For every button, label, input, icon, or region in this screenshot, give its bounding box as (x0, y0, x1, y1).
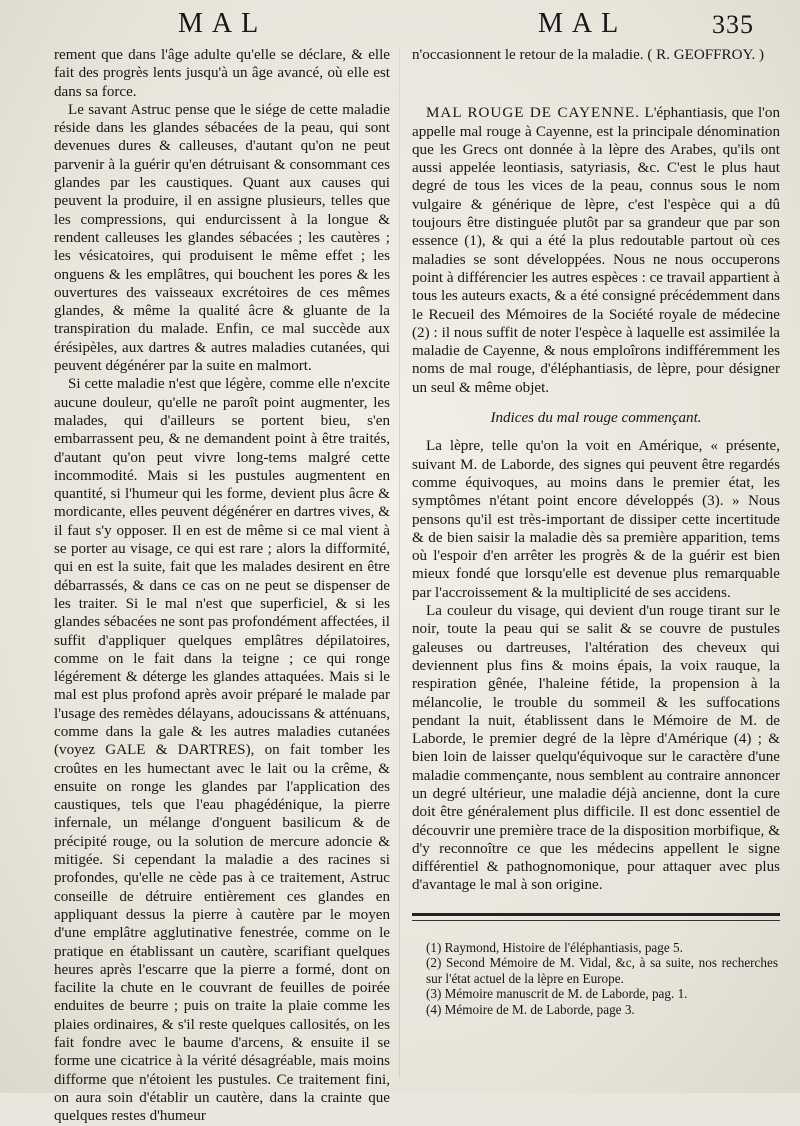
left-column (54, 46, 390, 1126)
header-right-title: MAL (538, 8, 628, 39)
right-continuation: n'occasionnent le retour de la maladie. ( R. GEOFFROY. ) (412, 47, 765, 63)
footnote: (3) Mémoire manuscrit de M. de Laborde, pag. 1. (426, 986, 688, 1002)
footnote: (4) Mémoire de M. de Laborde, page 3. (426, 1001, 635, 1017)
right-paragraph: La lèpre, telle qu'on la voit en Amérique, « présente, suivant M. de Laborde, des signes qui peuvent être regardés comme équivoques, au moins dans le premier état, les symptômes n'étant point encore développés (3). » Nous pensons qu'il est très-important de dissiper cette incertitude & de bien saisir la maladie dès sa première apparition, tems où l'espoir d'en arrêter les progrès & de la guérir est bien mieux fondé que lorsqu'elle est devenue plus remarquable par l'accroissement & la multiplicité de ses accidens. (412, 438, 780, 601)
entry-paragraph (412, 104, 780, 397)
entry-text: L'éphantiasis, que l'on appelle mal rouge à Cayenne, est la principale dénomination que les Grecs ont donnée à la lèpre des Arabes, qu'ils ont aussi appelée leontiasis, satyriasis, &c. C'est le plus haut degré de tous les vices de la peau, connus sous le nom vulgaire & générique de lèpre, c'est l'espèce qui a dû toujours être distinguée plutôt par sa grandeur que par son essence (1), & qui a été la plus redoutable partout où ces maladies se sont développées. Nous ne nous occuperons point à différencier les autres espèces : ce travail appartient à tous les auteurs exacts, & a été consigné précédemment dans le Recueil des Mémoires de la Société royale de médecine (2) : il nous suffit de noter l'espèce à laquelle est assimilée la maladie de Cayenne, & nous emploîrons indifféremment les noms de mal rouge, d'éléphantiasis, de lèpre, pour désigner un seul & même objet. (412, 105, 780, 396)
column-divider (399, 48, 400, 1078)
right-column (412, 46, 780, 895)
footnote: (1) Raymond, Histoire de l'éléphantiasis, page 5. (426, 940, 683, 955)
footnote: (2) Second Mémoire de M. Vidal, &c, à sa suite, nos recherches sur l'état actuel de la lèpre en Europe. (426, 955, 778, 986)
right-paragraph: La couleur du visage, qui devient d'un rouge tirant sur le noir, toute la peau qui se salit & se couvre de pustules galeuses ou dartreuses, l'altération des cheveux qui deviennent plus fins & moins épais, la voix rauque, la respiration gênée, l'haleine fétide, la propension à la mélancolie, le trouble du sommeil & les suffocations pendant la nuit, établissent dans le Mémoire de M. de Laborde, le premier degré de la lèpre d'Amérique (4) ; & bien loin de laisser quelqu'équivoque sur le caractère d'une maladie commençante, nous semblent au contraire annoncer un degré ultérieur, une maladie déjà ancienne, dont la cure doit être généralement plus difficile. Il est donc essentiel de découvrir une première trace de la disposition morbifique, & d'y reconnoître ce que les médecins appellent le signe différentiel & pathognomonique, pour attaquer avec plus d'avantage le mal à son origine. (412, 603, 780, 894)
entry-title: MAL ROUGE DE CAYENNE. (426, 105, 640, 122)
page-number: 335 (712, 10, 754, 39)
section-heading: Indices du mal rouge commençant. (490, 410, 702, 427)
left-paragraph: Le savant Astruc pense que le siége de cette maladie réside dans les glandes sébacées de la peau, qui sont devenues dures & calleuses, d'autant qu'on ne peut parvenir à la guérir qu'en détruisant & consommant ces glandes par les caustiques. Quant aux causes qui peuvent la produire, il en assigne plusieurs, telles que les compressions, qui endurcissent à la longue & rendent calleuses les glandes sébacées ; les cautères ; les vésicatoires, qui produisent le même effet ; les onguens & les emplâtres, qui bouchent les pores & les ouvertures des vaisseaux excrétoires de ces mêmes glandes, & même la qualité âcre & gluante de la transpiration du malade. Enfin, ce mal succède aux érésipèles, aux dartres & autres maladies cutanées, qui peuvent dégénérer par la suite en malmort. (54, 101, 390, 375)
running-header (0, 8, 800, 42)
header-left-title: MAL (178, 8, 268, 39)
left-paragraph: Si cette maladie n'est que légère, comme elle n'excite aucune douleur, qu'elle ne paroît point augmenter, les malades, qui d'ailleurs se portent bieu, s'en embarrassent peu, & ne demandent point à être traités, d'autant qu'on peut vivre long-tems malgré cette incommodité. Mais si les pustules augmentent en quantité, si l'humeur qui les forme, devient plus âcre & mordicante, elles peuvent dégénérer en dartres vives, & il faut s'y opposer. Il en est de même si ce mal vient à se porter au visage, ce qui est rare ; alors la difformité, qui en est la suite, fait que les malades desirent en être débarrassés, & dans ce cas on ne peut se dispenser de les traiter. Si le mal n'est que superficiel, & si les glandes sébacées ne sont pas profondément affectées, il suffit d'appliquer quelques emplâtres dépilatoires, comme on le fait dans la teigne ; ce qui ronge légérement & déterge les glandes attaquées. Mais si le mal est plus profond après avoir préparé le malade par l'usage des remèdes délayans, adoucissans & atténuans, comme dans la gale & les autres maladies cutanées (voyez GALE & DARTRES), on fait tomber les croûtes en les humectant avec le lait ou la crême, & ensuite on ronge les glandes par l'application des caustiques, tels que l'eau phagédénique, la pierre infernale, un mélange d'onguent basilicum & de précipité rouge, ou la solution de mercure adoncie & mitigée. Si cependant la maladie a des racines si profondes, qu'elle ne cède pas à ce traitement, Astruc conseille de détruire entièrement ces glandes en appliquant dessus la pierre à cautère par le moyen d'une emplâtre agglutinative fenestrée, comme on le pratique en établissant un cautère, scarifiant quelques heures après l'escarre que la pierre a formé, dont on facilite la chute en le couvrant de feuilles de poirée enduites de beurre ; puis on traite la plaie comme les plaies ordinaires, & s'il reste quelques callosités, on les fait fondre avec le baume d'arcens, & ensuite il se forme une cicatrice à la vérité désagréable, mais moins difforme que n'étoient les pustules. Ce traitement fini, on aura soin d'établir un cautère, dans la crainte que quelques restes d'humeur (54, 376, 390, 1125)
footnote-rule (412, 913, 780, 921)
left-paragraph: rement que dans l'âge adulte qu'elle se déclare, & elle fait des progrès lents jusqu'à un âge avancé, où elle est dans sa force. (54, 47, 390, 100)
footnotes (426, 940, 778, 1017)
